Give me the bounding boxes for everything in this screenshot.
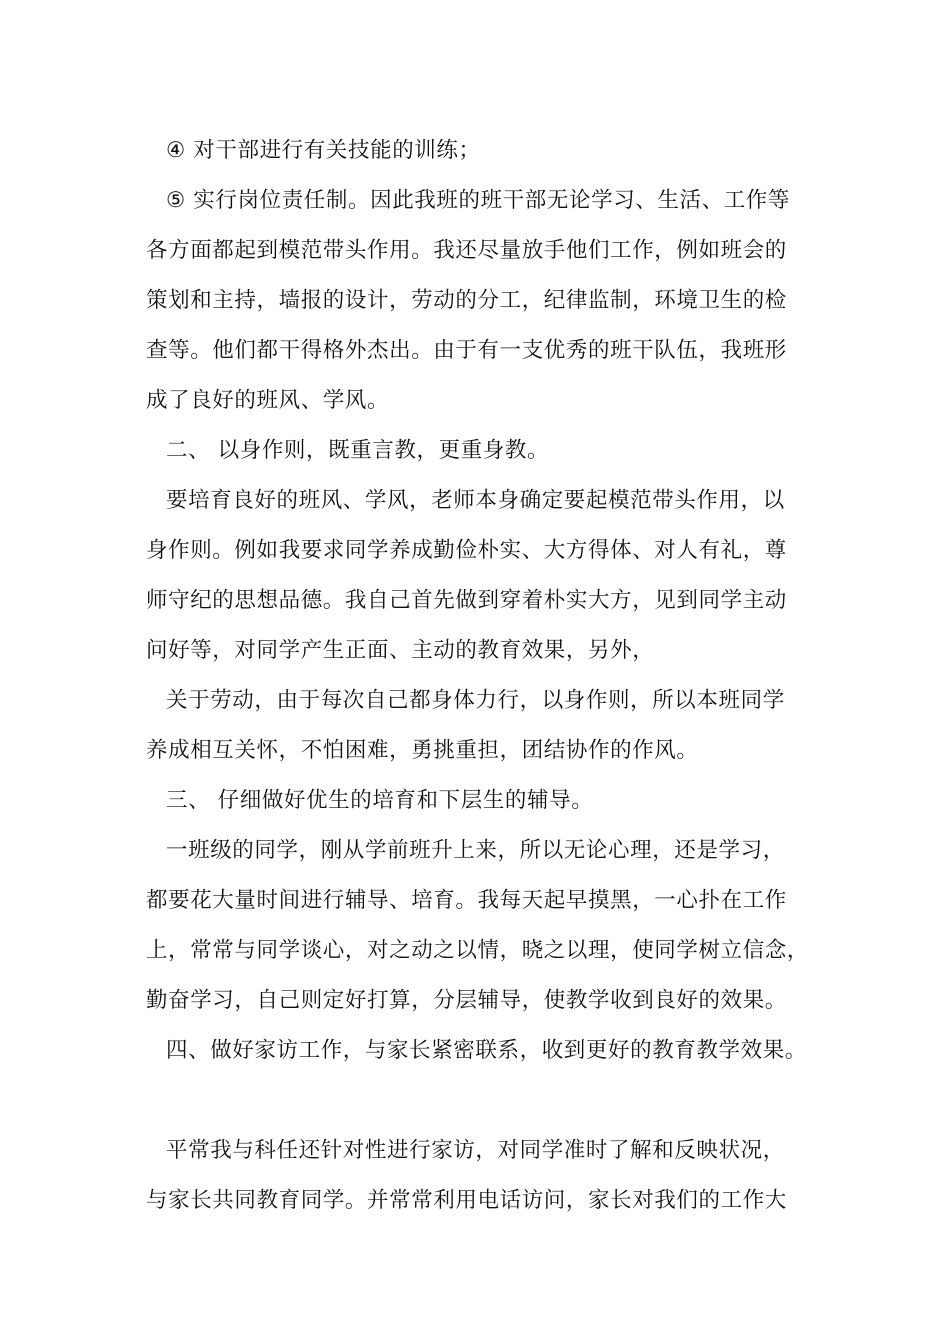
list-item-5: ⑤ 实行岗位责任制。因此我班的班干部无论学习、生活、工作等 bbox=[166, 188, 791, 213]
paragraph-line: 平常我与科任还针对性进行家访，对同学准时了解和反映状况， bbox=[166, 1138, 785, 1163]
section-heading-3: 三、 仔细做好优生的培育和下层生的辅导。 bbox=[166, 788, 594, 813]
paragraph-line: 一班级的同学，刚从学前班升上来，所以无论心理，还是学习， bbox=[166, 838, 785, 863]
section-heading-4: 四、做好家访工作，与家长紧密联系，收到更好的教育教学效果。 bbox=[166, 1038, 807, 1063]
paragraph-line: 要培育良好的班风、学风，老师本身确定要起模范带头作用，以 bbox=[166, 488, 785, 513]
paragraph-line: 师守纪的思想品德。我自己首先做到穿着朴实大方，见到同学主动 bbox=[146, 588, 787, 613]
paragraph-line: 成了良好的班风、学风。 bbox=[146, 388, 390, 413]
paragraph-line: 各方面都起到模范带头作用。我还尽量放手他们工作，例如班会的 bbox=[146, 238, 787, 263]
paragraph-line: 身作则。例如我要求同学养成勤俭朴实、大方得体、对人有礼，尊 bbox=[146, 538, 787, 563]
section-heading-2: 二、 以身作则，既重言教，更重身教。 bbox=[166, 438, 550, 463]
paragraph-line: 上，常常与同学谈心，对之动之以情，晓之以理，使同学树立信念， bbox=[146, 938, 810, 963]
paragraph-line: 养成相互关怀，不怕困难，勇挑重担，团结协作的作风。 bbox=[146, 738, 699, 763]
paragraph-line: 查等。他们都干得格外杰出。由于有一支优秀的班干队伍，我班形 bbox=[146, 338, 787, 363]
paragraph-line: 都要花大量时间进行辅导、培育。我每天起早摸黑，一心扑在工作 bbox=[146, 888, 787, 913]
paragraph-line: 勤奋学习，自己则定好打算，分层辅导，使教学收到良好的效果。 bbox=[146, 988, 787, 1013]
paragraph-line: 与家长共同教育同学。并常常利用电话访问，家长对我们的工作大 bbox=[146, 1188, 787, 1213]
list-item-4: ④ 对干部进行有关技能的训练； bbox=[166, 138, 481, 163]
paragraph-line: 问好等，对同学产生正面、主动的教育效果，另外， bbox=[146, 638, 655, 663]
paragraph-line: 策划和主持，墙报的设计，劳动的分工，纪律监制，环境卫生的检 bbox=[146, 288, 787, 313]
paragraph-line: 关于劳动，由于每次自己都身体力行，以身作则，所以本班同学 bbox=[166, 688, 785, 713]
